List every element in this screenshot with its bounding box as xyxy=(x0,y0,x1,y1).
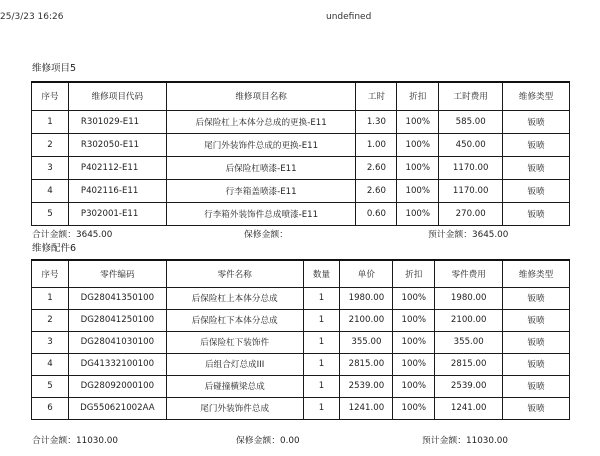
discount: 100% xyxy=(397,156,439,179)
repair-type: 钣喷 xyxy=(503,110,570,133)
col-header-repair-type: 维修类型 xyxy=(503,260,570,287)
hours: 0.60 xyxy=(356,202,397,225)
item-code: R302050-E11 xyxy=(68,133,166,156)
repair-items-table xyxy=(31,81,570,226)
repair-type: 钣喷 xyxy=(503,133,570,156)
col-header-hours: 工时 xyxy=(356,82,397,110)
table-row xyxy=(32,375,570,397)
part-name: 后保险杠下装饰件 xyxy=(166,331,303,353)
total-label: 合计金额： xyxy=(32,436,76,446)
part-code: DG41332100100 xyxy=(68,353,166,375)
col-header-item-name: 维修项目名称 xyxy=(166,82,356,110)
col-header-index: 序号 xyxy=(32,260,69,287)
row-index: 4 xyxy=(32,179,69,202)
discount: 100% xyxy=(397,110,439,133)
table-row xyxy=(32,331,570,353)
part-code: DG28092000100 xyxy=(68,375,166,397)
print-datetime: 25/3/23 16:26 xyxy=(0,12,64,22)
table-row xyxy=(32,179,570,202)
part-code: DG550621002AA xyxy=(68,397,166,419)
repair-type: 钣喷 xyxy=(503,375,570,397)
unit-price: 355.00 xyxy=(340,331,393,353)
item-name: 行李箱外装饰件总成喷漆-E11 xyxy=(166,202,356,225)
repair-parts-title: 维修配件6 xyxy=(32,243,77,254)
part-name: 尾门外装饰件总成 xyxy=(166,397,303,419)
repair-parts-warranty xyxy=(236,433,300,446)
part-name: 后组合灯总成III xyxy=(166,353,303,375)
col-header-quantity: 数量 xyxy=(303,260,340,287)
row-index: 5 xyxy=(32,375,69,397)
unit-price: 2539.00 xyxy=(340,375,393,397)
total-value: 3645.00 xyxy=(76,230,113,240)
labor-cost: 1170.00 xyxy=(439,156,503,179)
table-row xyxy=(32,156,570,179)
table-header-row xyxy=(32,260,570,287)
unit-price: 1980.00 xyxy=(340,287,393,309)
quantity: 1 xyxy=(303,375,340,397)
col-header-unit-price: 单价 xyxy=(340,260,393,287)
total-value: 11030.00 xyxy=(76,436,118,446)
discount: 100% xyxy=(397,202,439,225)
labor-cost: 450.00 xyxy=(439,133,503,156)
repair-items-warranty xyxy=(244,227,288,240)
col-header-repair-type: 维修类型 xyxy=(503,82,570,110)
discount: 100% xyxy=(397,133,439,156)
repair-type: 钣喷 xyxy=(503,353,570,375)
col-header-labor-cost: 工时费用 xyxy=(439,82,503,110)
item-code: P402112-E11 xyxy=(68,156,166,179)
discount: 100% xyxy=(393,331,435,353)
part-code: DG28041350100 xyxy=(68,287,166,309)
estimate-label: 预计金额： xyxy=(428,230,472,240)
unit-price: 1241.00 xyxy=(340,397,393,419)
hours: 1.00 xyxy=(356,133,397,156)
row-index: 3 xyxy=(32,156,69,179)
estimate-value: 3645.00 xyxy=(472,230,509,240)
discount: 100% xyxy=(397,179,439,202)
repair-type: 钣喷 xyxy=(503,156,570,179)
quantity: 1 xyxy=(303,397,340,419)
repair-type: 钣喷 xyxy=(503,309,570,331)
repair-type: 钣喷 xyxy=(503,179,570,202)
row-index: 4 xyxy=(32,353,69,375)
part-cost: 2815.00 xyxy=(435,353,503,375)
part-name: 后碰撞横梁总成 xyxy=(166,375,303,397)
col-header-discount: 折扣 xyxy=(393,260,435,287)
row-index: 1 xyxy=(32,110,69,133)
repair-type: 钣喷 xyxy=(503,331,570,353)
repair-type: 钣喷 xyxy=(503,287,570,309)
quantity: 1 xyxy=(303,309,340,331)
item-name: 后保险杠喷漆-E11 xyxy=(166,156,356,179)
repair-type: 钣喷 xyxy=(503,202,570,225)
item-name: 后保险杠上本体分总成的更换-E11 xyxy=(166,110,356,133)
discount: 100% xyxy=(393,397,435,419)
unit-price: 2100.00 xyxy=(340,309,393,331)
part-cost: 2100.00 xyxy=(435,309,503,331)
table-header-row xyxy=(32,82,570,110)
part-code: DG28041250100 xyxy=(68,309,166,331)
hours: 2.60 xyxy=(356,156,397,179)
hours: 1.30 xyxy=(356,110,397,133)
item-code: P402116-E11 xyxy=(68,179,166,202)
repair-items-total xyxy=(32,227,112,240)
unit-price: 2815.00 xyxy=(340,353,393,375)
part-cost: 1241.00 xyxy=(435,397,503,419)
table-row xyxy=(32,110,570,133)
part-cost: 1980.00 xyxy=(435,287,503,309)
part-name: 后保险杠下本体分总成 xyxy=(166,309,303,331)
row-index: 2 xyxy=(32,133,69,156)
quantity: 1 xyxy=(303,287,340,309)
item-code: R301029-E11 xyxy=(68,110,166,133)
item-name: 行李箱盖喷漆-E11 xyxy=(166,179,356,202)
col-header-item-code: 维修项目代码 xyxy=(68,82,166,110)
item-code: P302001-E11 xyxy=(68,202,166,225)
col-header-discount: 折扣 xyxy=(397,82,439,110)
discount: 100% xyxy=(393,375,435,397)
part-cost: 2539.00 xyxy=(435,375,503,397)
col-header-part-code: 零件编码 xyxy=(68,260,166,287)
quantity: 1 xyxy=(303,331,340,353)
table-row xyxy=(32,309,570,331)
labor-cost: 1170.00 xyxy=(439,179,503,202)
table-row xyxy=(32,202,570,225)
repair-items-title: 维修项目5 xyxy=(32,63,77,74)
repair-type: 钣喷 xyxy=(503,397,570,419)
item-name: 尾门外装饰件总成的更换-E11 xyxy=(166,133,356,156)
total-label: 合计金额： xyxy=(32,230,76,240)
repair-items-estimate xyxy=(428,227,508,240)
table-row xyxy=(32,397,570,419)
col-header-part-cost: 零件费用 xyxy=(435,260,503,287)
repair-parts-total xyxy=(32,433,118,446)
estimate-label: 预计金额： xyxy=(422,436,466,446)
warranty-label: 保修金额： xyxy=(244,230,288,240)
discount: 100% xyxy=(393,309,435,331)
table-row xyxy=(32,353,570,375)
estimate-value: 11030.00 xyxy=(466,436,508,446)
discount: 100% xyxy=(393,287,435,309)
discount: 100% xyxy=(393,353,435,375)
repair-parts-table xyxy=(31,259,570,420)
document-title: undefined xyxy=(326,12,372,22)
row-index: 3 xyxy=(32,331,69,353)
warranty-value: 0.00 xyxy=(280,436,300,446)
table-row xyxy=(32,133,570,156)
repair-parts-estimate xyxy=(422,433,508,446)
quantity: 1 xyxy=(303,353,340,375)
col-header-index: 序号 xyxy=(32,82,69,110)
part-code: DG28041030100 xyxy=(68,331,166,353)
labor-cost: 585.00 xyxy=(439,110,503,133)
table-row xyxy=(32,287,570,309)
hours: 2.60 xyxy=(356,179,397,202)
row-index: 2 xyxy=(32,309,69,331)
row-index: 5 xyxy=(32,202,69,225)
row-index: 1 xyxy=(32,287,69,309)
part-cost: 355.00 xyxy=(435,331,503,353)
col-header-part-name: 零件名称 xyxy=(166,260,303,287)
row-index: 6 xyxy=(32,397,69,419)
part-name: 后保险杠上本体分总成 xyxy=(166,287,303,309)
labor-cost: 270.00 xyxy=(439,202,503,225)
warranty-label: 保修金额： xyxy=(236,436,280,446)
